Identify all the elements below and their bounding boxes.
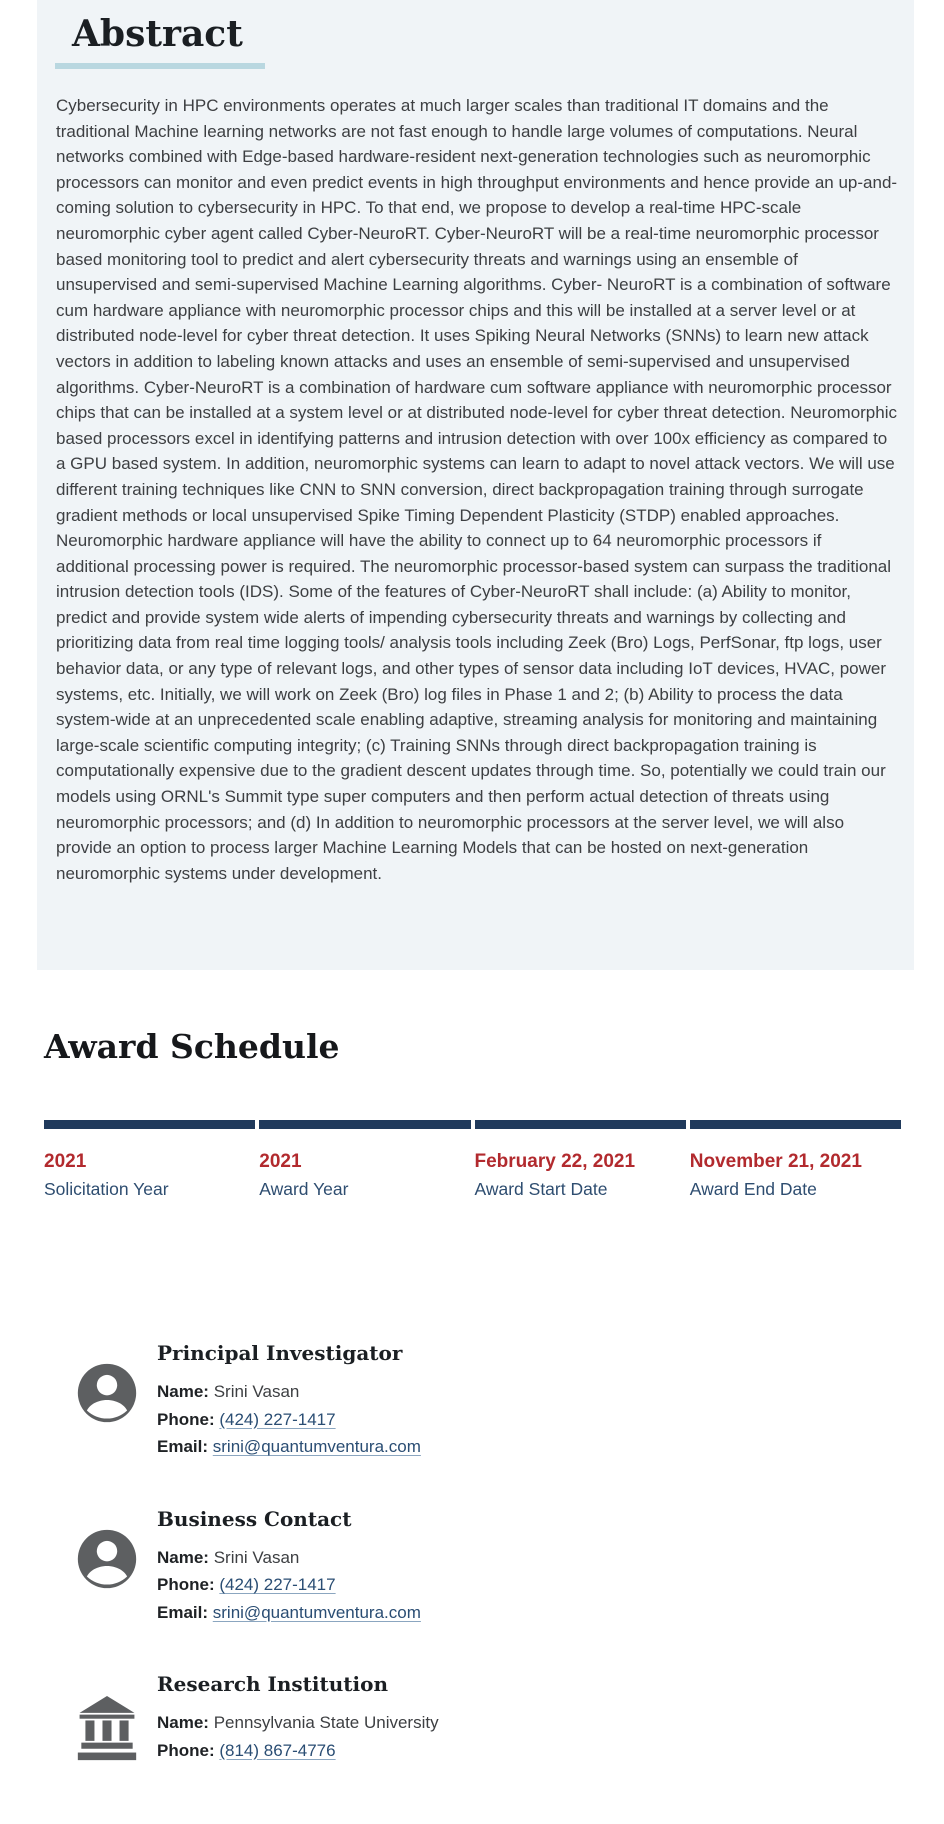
phone-link[interactable]: (814) 867-4776 [219, 1740, 336, 1760]
timeline-label: Award End Date [689, 1179, 817, 1200]
abstract-title: Abstract [55, 12, 265, 69]
timeline-item-solicitation-year [44, 1120, 255, 1202]
contact-card-business-contact [64, 1507, 944, 1627]
contact-phone-row [157, 1737, 439, 1765]
name-value: Srini Vasan [213, 1547, 300, 1567]
contact-name-row [157, 1378, 421, 1406]
name-label: Name: [157, 1382, 209, 1402]
email-label: Email: [157, 1437, 209, 1457]
award-schedule-section [44, 1026, 901, 1201]
phone-label: Phone: [157, 1575, 215, 1595]
award-schedule-title: Award Schedule [44, 1027, 340, 1067]
contact-phone-row [157, 1571, 421, 1599]
contact-phone-row [157, 1406, 421, 1434]
timeline-label: Award Start Date [474, 1179, 608, 1200]
contact-info [142, 1341, 421, 1461]
timeline-label: Solicitation Year [44, 1179, 169, 1200]
timeline-label: Award Year [259, 1179, 349, 1200]
timeline-item-award-end-date [690, 1120, 901, 1202]
contact-email-row [157, 1433, 421, 1461]
timeline-bar [259, 1120, 470, 1129]
person-icon [64, 1507, 142, 1627]
email-link[interactable]: srini@quantumventura.com [212, 1602, 421, 1622]
contact-heading: Research Institution [157, 1672, 388, 1697]
name-value: Srini Vasan [213, 1382, 300, 1402]
contact-card-research-institution [64, 1672, 944, 1764]
email-label: Email: [157, 1602, 209, 1622]
abstract-text: Cybersecurity in HPC environments operates at much larger scales than traditional IT domains and the traditional Machine learning networks are not fast enough to handle large volumes of computations. Neural networks combined with Edge-based hardware-resident next-generation technologies such as neuromorphic processors can monitor and even predict events in high throughput environments and hence provide an up-and-coming solution to cybersecurity in HPC. To that end, we propose to develop a real-time HPC-scale neuromorphic cyber agent called Cyber-NeuroRT. Cyber-NeuroRT will be a real-time neuromorphic processor based monitoring tool to predict and alert cybersecurity threats and warnings using an ensemble of unsupervised and semi-supervised Machine Learning algorithms. Cyber- NeuroRT is a combination of software cum hardware appliance with neuromorphic processor chips and this will be installed at a server level or at distributed node-level for cyber threat detection. It uses Spiking Neural Networks (SNNs) to learn new attack vectors in addition to labeling known attacks and uses an ensemble of semi-supervised and unsupervised algorithms. Cyber-NeuroRT is a combination of hardware cum software appliance with neuromorphic processor chips that can be installed at a system level or at distributed node-level for cyber threat detection. Neuromorphic based processors excel in identifying patterns and intrusion detection with over 100x efficiency as compared to a GPU based system. In addition, neuromorphic systems can learn to adapt to novel attack vectors. We will use different training techniques like CNN to SNN conversion, direct backpropagation training through surrogate gradient methods or local unsupervised Spike Timing Dependent Plasticity (STDP) enabled approaches. Neuromorphic hardware appliance will have the ability to connect up to 64 neuromorphic processors if additional processing power is required. The neuromorphic processor-based system can surpass the traditional intrusion detection tools (IDS). Some of the features of Cyber-NeuroRT shall include: (a) Ability to monitor, predict and provide system wide alerts of impending cybersecurity threats and warnings by collecting and prioritizing data from real time logging tools/ analysis tools including Zeek (Bro) Logs, PerfSonar, ftp logs, user behavior data, or any type of relevant logs, and other types of sensor data including IoT devices, HVAC, power systems, etc. Initially, we will work on Zeek (Bro) log files in Phase 1 and 2; (b) Ability to process the data system-wide at an unprecedented scale enabling adaptive, streaming analysis for monitoring and maintaining large-scale scientific computing integrity; (c) Training SNNs through direct backpropagation training is computationally expensive due to the gradient descent updates through time. So, potentially we could train our models using ORNL's Summit type super computers and then perform actual detection of threats using neuromorphic processors; and (d) In addition to neuromorphic processors at the server level, we will also provide an option to process larger Machine Learning Models that can be hosted on next-generation neuromorphic systems under development. [56, 96, 898, 883]
name-label: Name: [157, 1713, 209, 1733]
contact-info [142, 1507, 421, 1627]
timeline-bar [475, 1120, 686, 1129]
timeline-bar [44, 1120, 255, 1129]
contact-name-row [157, 1709, 439, 1737]
contact-card-principal-investigator [64, 1341, 944, 1461]
timeline-value: November 21, 2021 [689, 1150, 862, 1172]
name-value: Pennsylvania State University [213, 1713, 439, 1733]
name-label: Name: [157, 1547, 209, 1567]
timeline-bar [690, 1120, 901, 1129]
timeline-item-award-year [259, 1120, 470, 1202]
bank-icon [64, 1672, 142, 1764]
timeline-value: 2021 [259, 1150, 302, 1172]
phone-link[interactable]: (424) 227-1417 [219, 1575, 336, 1595]
timeline-item-award-start-date [475, 1120, 686, 1202]
timeline-value: 2021 [44, 1150, 87, 1172]
contact-heading: Principal Investigator [157, 1341, 403, 1366]
phone-link[interactable]: (424) 227-1417 [219, 1409, 336, 1429]
contacts-section [64, 1341, 944, 1764]
email-link[interactable]: srini@quantumventura.com [212, 1437, 421, 1457]
abstract-section [37, 0, 914, 970]
phone-label: Phone: [157, 1740, 215, 1760]
contact-email-row [157, 1599, 421, 1627]
award-timeline [44, 1120, 901, 1202]
contact-info [142, 1672, 439, 1764]
timeline-value: February 22, 2021 [474, 1150, 636, 1172]
contact-name-row [157, 1544, 421, 1572]
phone-label: Phone: [157, 1409, 215, 1429]
contact-heading: Business Contact [157, 1506, 352, 1531]
person-icon [64, 1341, 142, 1461]
